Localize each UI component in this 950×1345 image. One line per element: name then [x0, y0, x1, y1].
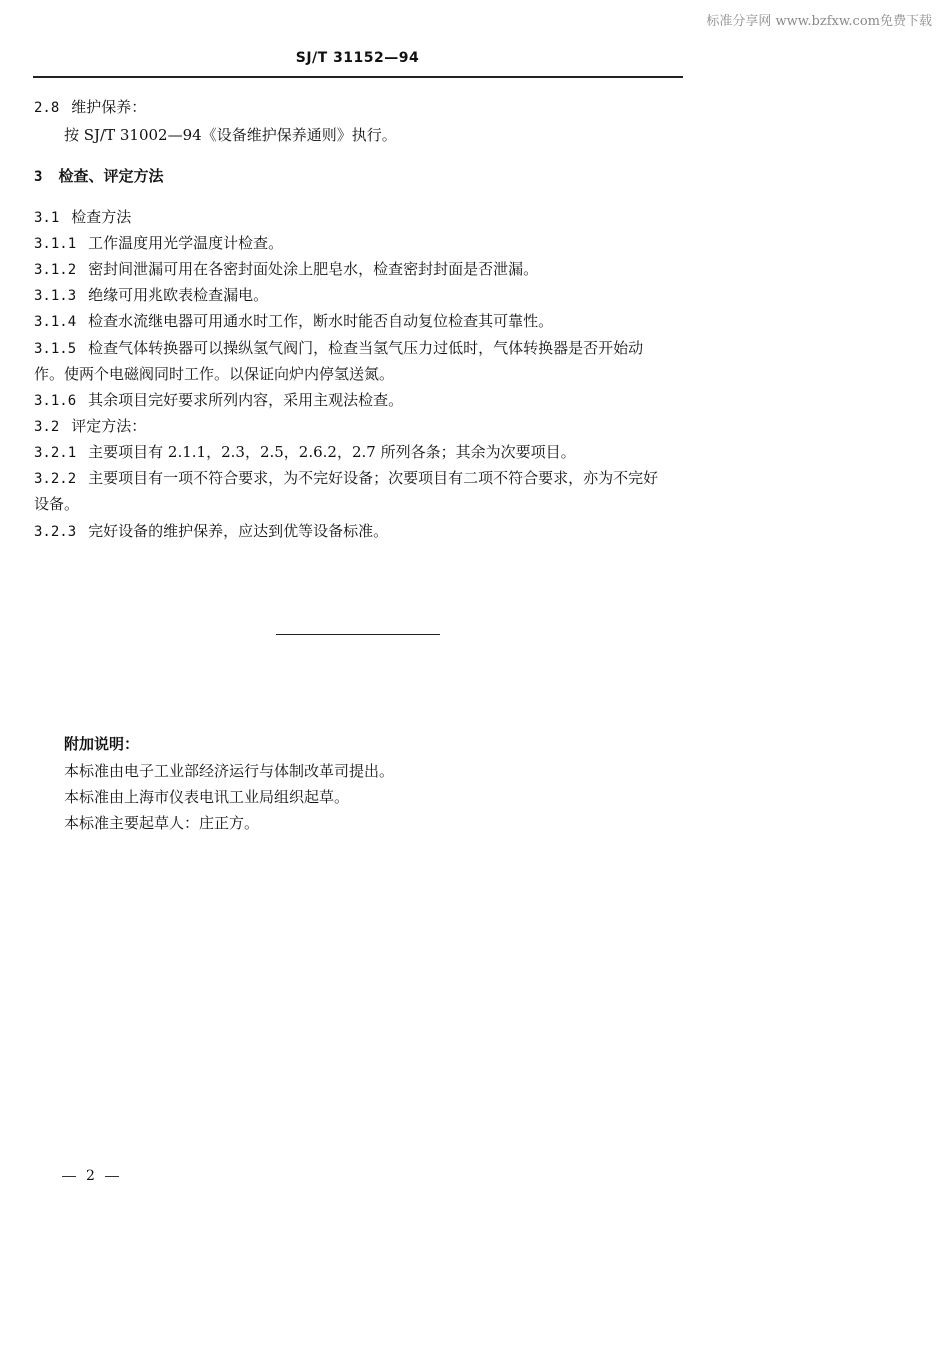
section-3-1-heading — [34, 207, 131, 228]
section-number: 3.1 — [34, 210, 60, 226]
footer-dash-left — [62, 1176, 76, 1177]
clause-3-1-5-line2: 作。使两个电磁阀同时工作。以保证向炉内停氢送氮。 — [34, 365, 395, 383]
clause-text: 主要项目有一项不符合要求，为不完好设备；次要项目有二项不符合要求，亦为不完好 — [88, 469, 659, 487]
clause-number: 3.1.6 — [34, 393, 77, 409]
clause-number: 3.2.3 — [34, 524, 77, 540]
section-2-8-heading — [34, 97, 146, 118]
section-title: 维护保养： — [71, 98, 147, 116]
footer-dash-right — [105, 1176, 119, 1177]
section-number: 3 — [34, 169, 43, 185]
clause-text: 其余项目完好要求所列内容，采用主观法检查。 — [88, 391, 404, 409]
clause-text: 主要项目有 2.1.1，2.3，2.5，2.6.2，2.7 所列各条；其余为次要项目。 — [88, 443, 576, 461]
clause-text: 密封间泄漏可用在各密封面处涂上肥皂水，检查密封封面是否泄漏。 — [88, 260, 539, 278]
clause-3-2-2-line1 — [34, 468, 658, 489]
section-title: 检查方法 — [71, 208, 132, 226]
section-title: 评定方法： — [71, 417, 147, 435]
clause-number: 3.1.5 — [34, 341, 77, 357]
clause-3-2-2-line2: 设备。 — [34, 495, 80, 513]
section-3-2-heading — [34, 416, 146, 437]
clause-number: 3.2.2 — [34, 471, 77, 487]
clause-text: 工作温度用光学温度计检查。 — [88, 234, 284, 252]
clause-number: 3.1.3 — [34, 288, 77, 304]
clause-3-1-4 — [34, 311, 553, 332]
section-2-8-body: 按 SJ/T 31002—94《设备维护保养通则》执行。 — [64, 126, 397, 144]
clause-3-1-5-line1 — [34, 338, 643, 359]
section-number: 3.2 — [34, 419, 60, 435]
end-of-standard-rule — [276, 634, 440, 635]
clause-number: 3.1.1 — [34, 236, 77, 252]
clause-3-1-3 — [34, 285, 268, 306]
clause-text: 完好设备的维护保养，应达到优等设备标准。 — [88, 522, 389, 540]
watermark-text: 标准分享网 www.bzfxw.com免费下载 — [706, 14, 932, 29]
page-footer — [52, 1168, 129, 1184]
page-number: 2 — [86, 1168, 95, 1184]
clause-3-1-6 — [34, 390, 403, 411]
appendix-line: 本标准由上海市仪表电讯工业局组织起草。 — [64, 788, 350, 806]
document-header-standard-id: SJ/T 31152—94 — [295, 50, 420, 66]
clause-text: 检查水流继电器可用通水时工作，断水时能否自动复位检查其可靠性。 — [88, 312, 554, 330]
section-number: 2.8 — [34, 100, 60, 116]
appendix-line: 本标准由电子工业部经济运行与体制改革司提出。 — [64, 762, 395, 780]
clause-number: 3.1.2 — [34, 262, 77, 278]
header-rule — [33, 76, 683, 78]
clause-3-1-2 — [34, 259, 538, 280]
section-title: 检查、评定方法 — [58, 167, 164, 185]
clause-text: 检查气体转换器可以操纵氢气阀门，检查当氢气压力过低时，气体转换器是否开始动 — [88, 339, 644, 357]
clause-number: 3.1.4 — [34, 314, 77, 330]
clause-3-2-1 — [34, 442, 576, 463]
clause-3-2-3 — [34, 521, 388, 542]
appendix-line: 本标准主要起草人：庄正方。 — [64, 814, 260, 832]
appendix-title: 附加说明： — [64, 735, 140, 753]
clause-number: 3.2.1 — [34, 445, 77, 461]
clause-3-1-1 — [34, 233, 283, 254]
section-3-heading — [34, 166, 163, 187]
clause-text: 绝缘可用兆欧表检查漏电。 — [88, 286, 269, 304]
